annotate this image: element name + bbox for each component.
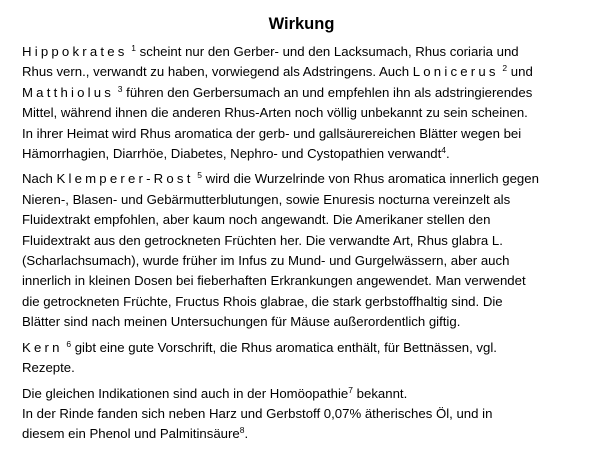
- section-body: [22, 42, 573, 445]
- text-line: [22, 292, 573, 312]
- paragraph: [22, 169, 573, 332]
- footnote-ref: 4: [441, 145, 447, 156]
- text-run: Mittel, während ihnen die anderen Rhus-Arten noch völlig unbekannt zu sein scheinen.: [22, 105, 528, 121]
- text-run: gibt eine gute Vorschrift, die Rhus aromatica enthält, für Bettnässen, vgl.: [71, 339, 497, 355]
- text-run: In ihrer Heimat wird Rhus aromatica der gerb- und gallsäurereichen Blätter wegen bei: [22, 125, 522, 141]
- text-line: [22, 190, 573, 210]
- text-run: Rhus vern., verwandt zu haben, vorwiegend als Adstringens. Auch: [22, 64, 413, 80]
- paragraph: [22, 384, 573, 445]
- text-run: Die gleichen Indikationen sind auch in der Homöopathie: [22, 385, 349, 401]
- footnote-ref: 2: [502, 63, 508, 74]
- text-line: [22, 424, 573, 444]
- author-name: Hippokrates: [22, 44, 128, 59]
- text-line: [22, 210, 573, 230]
- text-run: .: [446, 146, 450, 162]
- text-run: innerlich in kleinen Dosen bei fieberhaften Erkrankungen angewendet. Man verwendet: [22, 273, 526, 289]
- text-run: führen den Gerbersumach an und empfehlen ihn als adstringierendes: [122, 84, 533, 100]
- footnote-ref: 6: [66, 338, 72, 349]
- text-run: die getrockneten Früchte, Fructus Rhois glabrae, die stark gerbstoffhaltig sind. Die: [22, 293, 503, 309]
- text-run: diesem ein Phenol und Palmitinsäure: [22, 426, 240, 442]
- text-line: [22, 312, 573, 332]
- author-name: Kern: [22, 339, 63, 355]
- paragraph: [22, 338, 573, 379]
- text-run: wird die Wurzelrinde von Rhus aromatica innerlich gegen: [202, 171, 539, 187]
- text-line: [22, 62, 573, 82]
- footnote-ref: 1: [131, 43, 136, 53]
- text-line: [22, 404, 573, 424]
- text-line: [22, 271, 573, 291]
- text-line: [22, 251, 573, 271]
- text-run: und: [507, 64, 533, 80]
- text-run: Fluidextrakt aus den getrockneten Früchten her. Die verwandte Art, Rhus glabra L.: [22, 232, 503, 248]
- text-run: Hämorrhagien, Diarrhöe, Diabetes, Nephro- und Cystopathien verwandt: [22, 146, 442, 162]
- footnote-ref: 7: [348, 384, 353, 395]
- text-run: Nieren-, Blasen- und Gebärmutterblutungen, sowie Enuresis nocturna vereinzelt als: [22, 191, 511, 207]
- section-title: Wirkung: [268, 15, 335, 33]
- text-line: [22, 358, 573, 378]
- author-name: Matthiolus: [22, 84, 115, 100]
- text-line: [22, 83, 573, 103]
- text-run: (Scharlachsumach), wurde früher im Infus zu Mund- und Gurgelwässern, aber auch: [22, 253, 510, 269]
- author-name: Lonicerus: [412, 64, 499, 80]
- text-run: In der Rinde fanden sich neben Harz und Gerbstoff 0,07% ätherisches Öl, und in: [22, 405, 493, 421]
- text-run: Nach: [22, 171, 57, 187]
- text-line: [22, 144, 573, 164]
- text-line: [22, 384, 573, 404]
- footnote-ref: 5: [197, 170, 202, 181]
- text-run: .: [244, 426, 249, 442]
- text-run: Blätter sind nach meinen Untersuchungen für Mäuse außerordentlich giftig.: [22, 314, 461, 330]
- text-run: Fluidextrakt empfohlen, aber kaum noch angewandt. Die Amerikaner stellen den: [22, 212, 491, 228]
- author-name: Klemperer-Rost: [56, 171, 194, 187]
- text-line: [22, 124, 573, 144]
- text-line: [22, 338, 573, 358]
- text-run: bekannt.: [352, 385, 408, 401]
- text-run: scheint nur den Gerber- und den Lacksumach, Rhus coriaria und: [135, 44, 519, 59]
- text-line: [22, 169, 573, 189]
- text-line: [22, 103, 573, 123]
- text-line: [22, 42, 573, 62]
- paragraph: [22, 42, 573, 164]
- text-run: Rezepte.: [22, 360, 75, 376]
- text-line: [22, 231, 573, 251]
- footnote-ref: 3: [117, 83, 123, 94]
- footnote-ref: 8: [239, 425, 245, 436]
